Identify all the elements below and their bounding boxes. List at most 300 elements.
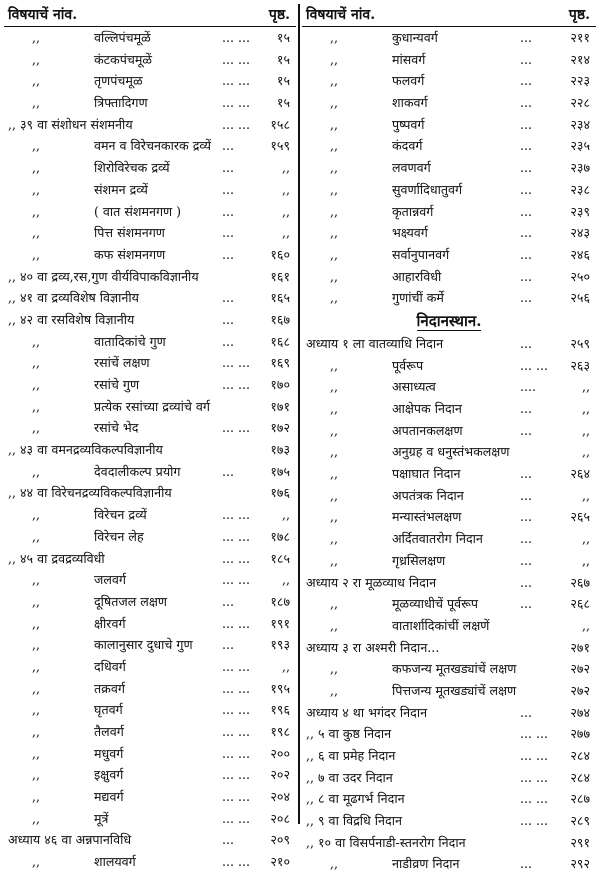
entry-title: कंटकपंचमूळें bbox=[94, 51, 152, 67]
entry-title: इक्षुवर्ग bbox=[94, 767, 124, 783]
page-number: २७७ bbox=[570, 726, 590, 742]
leader-dots: ... ... bbox=[520, 791, 549, 807]
ditto-mark: ,, bbox=[32, 420, 41, 436]
entry-title: शिरोविरेचक द्रव्यें bbox=[94, 160, 170, 176]
toc-entry bbox=[4, 331, 296, 353]
page-number: १८७ bbox=[270, 593, 290, 609]
entry-title: प्रत्येक रसांच्या द्रव्यांचे वर्ग bbox=[94, 398, 210, 414]
ditto-mark: ,, bbox=[32, 767, 41, 783]
toc-entry bbox=[302, 506, 596, 528]
entry-context: ,, ६ वा प्रमेह निदान bbox=[306, 748, 396, 763]
entry-title: अपतंत्रक निदान bbox=[392, 487, 464, 503]
entry-title: आक्षेपक निदान bbox=[392, 401, 462, 416]
ditto-mark: ,, bbox=[32, 138, 41, 154]
page-number: २७४ bbox=[570, 704, 590, 720]
page-number: २६८ bbox=[570, 596, 590, 612]
toc-entry bbox=[302, 810, 596, 832]
ditto-mark: ,, bbox=[330, 51, 339, 67]
leader-dots: ... bbox=[222, 463, 235, 479]
toc-entry bbox=[302, 135, 596, 157]
leader-dots: ... bbox=[520, 268, 533, 284]
toc-entry bbox=[4, 374, 296, 396]
ditto-mark: ,, bbox=[330, 73, 339, 89]
page-number: २३८ bbox=[570, 181, 590, 197]
entry-title: मधुवर्ग bbox=[94, 745, 124, 761]
toc-entry bbox=[4, 808, 296, 830]
page-number: २७२ bbox=[570, 661, 590, 677]
ditto-mark: ,, bbox=[330, 203, 339, 219]
page-number: १६१ bbox=[270, 268, 290, 284]
page-number: १७५ bbox=[270, 463, 290, 479]
leader-dots: .... bbox=[520, 379, 537, 395]
page-number: २४३ bbox=[570, 225, 590, 241]
leader-dots: ... ... bbox=[222, 789, 251, 805]
toc-entry bbox=[302, 222, 596, 244]
toc-entry bbox=[302, 70, 596, 92]
ditto-mark: ,, bbox=[32, 810, 41, 826]
ditto-mark: ,, bbox=[32, 528, 41, 544]
right-column-header bbox=[302, 0, 596, 27]
ditto-mark: ,, bbox=[330, 379, 339, 395]
entry-title: फलवर्ग bbox=[392, 73, 425, 89]
toc-entry bbox=[302, 745, 596, 767]
page-number: १६८ bbox=[270, 333, 290, 349]
section-heading bbox=[302, 309, 596, 333]
page-number: २९२ bbox=[570, 856, 590, 872]
leader-dots: ... bbox=[222, 593, 235, 609]
leader-dots: ... bbox=[520, 246, 533, 262]
leader-dots: ... ... bbox=[222, 355, 251, 371]
toc-entry bbox=[4, 721, 296, 743]
ditto-mark: ,, bbox=[330, 466, 339, 482]
leader-dots: ... ... bbox=[520, 357, 549, 373]
leader-dots: ... bbox=[520, 160, 533, 176]
ditto-mark: ,, bbox=[32, 95, 41, 111]
left-column-header bbox=[4, 0, 296, 27]
ditto-mark: ,, bbox=[32, 355, 41, 371]
toc-entry bbox=[4, 634, 296, 656]
page-number: २८९ bbox=[570, 813, 590, 829]
entry-context: ,, ५ वा कुष्ठ निदान bbox=[306, 726, 392, 742]
leader-dots: ... bbox=[222, 246, 235, 262]
leader-dots: ... bbox=[520, 466, 533, 482]
leader-dots: ... bbox=[520, 225, 533, 241]
toc-entry bbox=[302, 333, 596, 355]
leader-dots: ... bbox=[520, 116, 533, 132]
toc-entry bbox=[302, 658, 596, 680]
toc-entry bbox=[302, 92, 596, 114]
toc-entry bbox=[4, 829, 296, 851]
toc-entry bbox=[302, 723, 596, 745]
ditto-mark: ,, bbox=[330, 422, 339, 438]
toc-entry bbox=[302, 441, 596, 463]
leader-dots: ... ... bbox=[222, 702, 251, 718]
entry-title: गुणांचीं कर्मे bbox=[392, 290, 444, 306]
entry-title: पुष्पवर्ग bbox=[392, 116, 425, 132]
ditto-mark: ,, bbox=[32, 724, 41, 739]
entry-title: अपतानकलक्षण bbox=[392, 422, 463, 438]
leader-dots: ... bbox=[520, 704, 533, 720]
ditto-mark: ,, bbox=[330, 682, 339, 698]
page-number: ,, bbox=[281, 658, 290, 674]
right-entry-list-upper bbox=[302, 27, 596, 309]
entry-context: ,, ४२ वा रसविशेष विज्ञानीय bbox=[8, 311, 135, 327]
leader-dots: ... ... bbox=[222, 854, 251, 870]
entry-title: दूषितजल लक्षण bbox=[94, 593, 167, 609]
entry-title: रसांचे भेद bbox=[94, 420, 139, 436]
leader-dots: ... bbox=[222, 203, 235, 219]
ditto-mark: ,, bbox=[330, 856, 339, 872]
toc-entry bbox=[302, 27, 596, 49]
leader-dots: ... ... bbox=[222, 507, 251, 523]
toc-entry bbox=[4, 656, 296, 678]
entry-title: कालानुसार दुधाचे गुण bbox=[94, 637, 193, 653]
entry-context: ,, ४१ वा द्रव्यविशेष विज्ञानीय bbox=[8, 290, 139, 306]
entry-title: कंदवर्ग bbox=[392, 138, 423, 154]
page-number: ,, bbox=[581, 379, 590, 395]
ditto-mark: ,, bbox=[32, 507, 41, 523]
leader-dots: ... bbox=[520, 51, 533, 67]
leader-dots: ... bbox=[520, 401, 533, 416]
page-number: १५ bbox=[276, 95, 290, 111]
right-entry-list-lower bbox=[302, 333, 596, 875]
ditto-mark: ,, bbox=[32, 246, 41, 262]
entry-context: ,, ४४ वा विरेचनद्रव्यविकल्पविज्ञानीय bbox=[8, 485, 172, 501]
page-number: २६५ bbox=[570, 509, 590, 525]
page-number: १९६ bbox=[270, 702, 290, 718]
entry-context: ,, ४० वा द्रव्य,रस,गुण वीर्यविपाकविज्ञानीय bbox=[8, 268, 199, 284]
page-number: २३४ bbox=[570, 116, 590, 132]
toc-entry bbox=[4, 27, 296, 49]
leader-dots: ... bbox=[222, 225, 235, 241]
leader-dots: ... ... bbox=[222, 30, 251, 45]
entry-title: वातार्शादिकांचीं लक्षणें bbox=[392, 617, 490, 633]
toc-entry bbox=[302, 157, 596, 179]
page-number: २०४ bbox=[270, 789, 290, 805]
right-page-heading: पृष्ठ. bbox=[568, 7, 590, 23]
entry-title: शालयवर्ग bbox=[94, 854, 136, 870]
page-number: २३५ bbox=[570, 138, 590, 154]
ditto-mark: ,, bbox=[330, 138, 339, 154]
toc-entry bbox=[4, 851, 296, 873]
page-number: २०८ bbox=[270, 810, 290, 826]
page-number: २१४ bbox=[570, 51, 590, 67]
entry-title: जलवर्ग bbox=[94, 572, 126, 588]
toc-entry bbox=[302, 376, 596, 398]
toc-entry bbox=[4, 114, 296, 136]
leader-dots: ... bbox=[520, 30, 533, 45]
toc-entry bbox=[4, 287, 296, 309]
ditto-mark: ,, bbox=[32, 225, 41, 241]
ditto-mark: ,, bbox=[330, 160, 339, 176]
page-number: १७३ bbox=[270, 442, 290, 458]
leader-dots: ... bbox=[520, 531, 533, 547]
toc-entry bbox=[302, 680, 596, 702]
entry-title: विरेचन लेह bbox=[94, 528, 144, 544]
toc-entry bbox=[302, 179, 596, 201]
entry-context: ,, ३९ वा संशोधन संशमनीय bbox=[8, 116, 133, 132]
page-number: ,, bbox=[281, 160, 290, 176]
page-number: १६५ bbox=[270, 290, 290, 306]
toc-entry bbox=[302, 637, 596, 659]
entry-context: ,, ९ वा विद्रधि निदान bbox=[306, 813, 402, 829]
toc-entry bbox=[302, 244, 596, 266]
page-number: ,, bbox=[281, 203, 290, 219]
entry-title: त्रिफ्तादिगण bbox=[94, 95, 148, 111]
leader-dots: ... bbox=[222, 637, 235, 653]
ditto-mark: ,, bbox=[330, 225, 339, 241]
ditto-mark: ,, bbox=[32, 572, 41, 588]
toc-entry bbox=[302, 463, 596, 485]
page-number: ,, bbox=[281, 181, 290, 197]
entry-title: पित्त संशमनगण bbox=[94, 225, 165, 241]
toc-entry bbox=[302, 767, 596, 789]
entry-title: तक्रवर्ग bbox=[94, 680, 125, 696]
ditto-mark: ,, bbox=[32, 73, 41, 89]
entry-title: सुवर्णादिधातुवर्ग bbox=[392, 181, 463, 197]
entry-title: विरेचन द्रव्यें bbox=[94, 507, 147, 523]
leader-dots: ... bbox=[520, 552, 533, 568]
leader-dots: ... ... bbox=[520, 813, 549, 829]
entry-title: कुधान्यवर्ग bbox=[392, 30, 438, 45]
ditto-mark: ,, bbox=[330, 531, 339, 547]
ditto-mark: ,, bbox=[32, 160, 41, 176]
entry-title: कफजन्य मूतखड्यांचें लक्षण bbox=[392, 661, 517, 677]
entry-title: असाध्यत्व bbox=[392, 379, 436, 395]
leader-dots: ... bbox=[520, 856, 533, 872]
toc-entry bbox=[4, 548, 296, 570]
leader-dots: ... ... bbox=[520, 769, 549, 785]
page-number: १८५ bbox=[270, 550, 290, 566]
toc-entry bbox=[302, 49, 596, 71]
ditto-mark: ,, bbox=[32, 333, 41, 349]
entry-title: लवणवर्ग bbox=[392, 160, 431, 176]
leader-dots: ... ... bbox=[222, 550, 251, 566]
leader-dots: ... bbox=[222, 290, 235, 306]
leader-dots: ... ... bbox=[222, 810, 251, 826]
leader-dots: ... ... bbox=[222, 420, 251, 436]
toc-entry bbox=[4, 786, 296, 808]
entry-title: मांसवर्ग bbox=[392, 51, 426, 67]
leader-dots: ... ... bbox=[222, 572, 251, 588]
page-number: १७० bbox=[270, 377, 290, 392]
toc-entry bbox=[302, 287, 596, 309]
toc-entry bbox=[4, 157, 296, 179]
toc-entry bbox=[4, 743, 296, 765]
page-number: २६३ bbox=[570, 357, 590, 373]
leader-dots: ... bbox=[222, 832, 235, 848]
left-page-heading: पृष्ठ. bbox=[268, 7, 290, 23]
toc-entry bbox=[4, 461, 296, 483]
entry-title: वातादिकांचे गुण bbox=[94, 333, 166, 349]
toc-entry bbox=[4, 70, 296, 92]
page-number: २६७ bbox=[570, 574, 590, 590]
entry-title: पक्षाघात निदान bbox=[392, 466, 461, 482]
toc-entry bbox=[302, 788, 596, 810]
toc-entry bbox=[4, 244, 296, 266]
section-heading-text: निदानस्थान. bbox=[416, 311, 482, 330]
toc-entry bbox=[4, 504, 296, 526]
entry-title: रसांचें लक्षण bbox=[94, 355, 150, 371]
page-number: २५९ bbox=[570, 335, 590, 351]
entry-title: संशमन द्रव्यें bbox=[94, 181, 148, 197]
ditto-mark: ,, bbox=[330, 246, 339, 262]
ditto-mark: ,, bbox=[32, 658, 41, 674]
page-number: १५ bbox=[276, 73, 290, 89]
toc-entry bbox=[4, 266, 296, 288]
page-number: २७१ bbox=[570, 639, 590, 655]
toc-entry bbox=[4, 569, 296, 591]
toc-entry bbox=[4, 396, 296, 418]
left-column bbox=[4, 0, 296, 870]
entry-context: अध्याय २ रा मूळव्याध निदान bbox=[306, 574, 437, 590]
leader-dots: ... bbox=[520, 335, 533, 351]
entry-title: अनुग्रह व धनुस्तंभकलक्षण bbox=[392, 444, 510, 460]
ditto-mark: ,, bbox=[330, 596, 339, 612]
toc-entry bbox=[302, 355, 596, 377]
entry-title: तैलवर्ग bbox=[94, 724, 124, 739]
page-number: २०९ bbox=[270, 832, 290, 848]
page-number: ,, bbox=[581, 552, 590, 568]
leader-dots: ... bbox=[222, 181, 235, 197]
toc-entry bbox=[4, 92, 296, 114]
page-number: २२३ bbox=[570, 73, 590, 89]
entry-title: भक्ष्यवर्ग bbox=[392, 225, 428, 241]
page-number: १५ bbox=[276, 30, 290, 45]
entry-title: घृतवर्ग bbox=[94, 702, 123, 718]
leader-dots: ... bbox=[520, 73, 533, 89]
ditto-mark: ,, bbox=[32, 377, 41, 392]
page-number: ,, bbox=[581, 444, 590, 460]
toc-entry bbox=[302, 266, 596, 288]
toc-entry bbox=[4, 699, 296, 721]
page-number: १५ bbox=[276, 51, 290, 67]
page-number: १९१ bbox=[270, 615, 290, 631]
entry-title: कफ संशमनगण bbox=[94, 246, 166, 262]
page-number: २१० bbox=[270, 854, 290, 870]
ditto-mark: ,, bbox=[330, 444, 339, 460]
ditto-mark: ,, bbox=[330, 357, 339, 373]
ditto-mark: ,, bbox=[32, 745, 41, 761]
page-number: २३७ bbox=[570, 160, 590, 176]
ditto-mark: ,, bbox=[32, 615, 41, 631]
leader-dots: ... bbox=[222, 138, 235, 154]
page-number: १७८ bbox=[270, 528, 290, 544]
page-number: २०२ bbox=[270, 767, 290, 783]
leader-dots: ... ... bbox=[222, 377, 251, 392]
ditto-mark: ,, bbox=[330, 509, 339, 525]
left-entry-list bbox=[4, 27, 296, 873]
page-number: १६७ bbox=[270, 311, 290, 327]
entry-title: रसांचे गुण bbox=[94, 377, 140, 392]
page-number: १७१ bbox=[270, 398, 290, 414]
ditto-mark: ,, bbox=[330, 487, 339, 503]
leader-dots: ... bbox=[222, 160, 235, 176]
leader-dots: ... ... bbox=[222, 73, 251, 89]
leader-dots: ... ... bbox=[222, 745, 251, 761]
ditto-mark: ,, bbox=[330, 116, 339, 132]
page-number: १७२ bbox=[270, 420, 290, 436]
page-number: १६० bbox=[270, 246, 290, 262]
ditto-mark: ,, bbox=[32, 51, 41, 67]
ditto-mark: ,, bbox=[32, 203, 41, 219]
entry-title: वल्लिपंचमूळें bbox=[94, 30, 151, 45]
ditto-mark: ,, bbox=[330, 401, 339, 416]
entry-title: कृतान्नवर्ग bbox=[392, 203, 434, 219]
leader-dots: ... bbox=[520, 138, 533, 154]
entry-context: अध्याय १ ला वातव्याधि निदान bbox=[306, 335, 444, 351]
leader-dots: ... bbox=[520, 422, 533, 438]
toc-entry bbox=[302, 114, 596, 136]
entry-title: मद्यवर्ग bbox=[94, 789, 124, 805]
toc-entry bbox=[4, 309, 296, 331]
ditto-mark: ,, bbox=[330, 661, 339, 677]
entry-title: शाकवर्ग bbox=[392, 95, 428, 111]
toc-entry bbox=[302, 398, 596, 420]
leader-dots: ... ... bbox=[222, 116, 251, 132]
ditto-mark: ,, bbox=[32, 593, 41, 609]
ditto-mark: ,, bbox=[32, 181, 41, 197]
leader-dots: ... ... bbox=[222, 767, 251, 783]
leader-dots: ... bbox=[520, 596, 533, 612]
page-number: १५८ bbox=[270, 116, 290, 132]
ditto-mark: ,, bbox=[32, 702, 41, 718]
toc-entry bbox=[4, 764, 296, 786]
entry-context: अध्याय ३ रा अश्मरी निदान... bbox=[306, 639, 440, 655]
page-number: २०० bbox=[270, 745, 290, 761]
entry-context: ,, ४३ वा वमनद्रव्यविकल्पविज्ञानीय bbox=[8, 442, 163, 458]
leader-dots: ... bbox=[222, 333, 235, 349]
toc-entry bbox=[4, 482, 296, 504]
ditto-mark: ,, bbox=[330, 552, 339, 568]
toc-entry bbox=[302, 615, 596, 637]
page-number: २६४ bbox=[570, 466, 590, 482]
entry-context: अध्याय ४ था भगंदर निदान bbox=[306, 704, 428, 720]
ditto-mark: ,, bbox=[32, 398, 41, 414]
page-number: १९३ bbox=[270, 637, 290, 653]
ditto-mark: ,, bbox=[32, 30, 41, 45]
entry-title: दधिवर्ग bbox=[94, 658, 126, 674]
leader-dots: ... bbox=[222, 311, 235, 327]
page-number: २३९ bbox=[570, 203, 590, 219]
leader-dots: ... ... bbox=[520, 748, 549, 763]
page-number: २९१ bbox=[570, 834, 590, 850]
leader-dots: ... bbox=[520, 203, 533, 219]
entry-title: देवदालीकल्प प्रयोग bbox=[94, 463, 181, 479]
leader-dots: ... ... bbox=[520, 726, 549, 742]
page-number: १९८ bbox=[270, 724, 290, 739]
leader-dots: ... ... bbox=[222, 658, 251, 674]
right-subject-heading: विषयाचें नांव. bbox=[306, 7, 376, 23]
page-number: २८४ bbox=[570, 748, 590, 763]
left-subject-heading: विषयाचें नांव. bbox=[8, 7, 78, 23]
leader-dots: ... ... bbox=[222, 724, 251, 739]
right-column bbox=[302, 0, 596, 872]
entry-context: ,, ७ वा उदर निदान bbox=[306, 769, 393, 785]
entry-title: नाडीव्रण निदान bbox=[392, 856, 460, 872]
entry-context: ,, ४५ वा द्रवद्रव्यविधी bbox=[8, 550, 105, 566]
toc-entry bbox=[302, 572, 596, 594]
ditto-mark: ,, bbox=[330, 268, 339, 284]
ditto-mark: ,, bbox=[32, 463, 41, 479]
leader-dots: ... ... bbox=[222, 615, 251, 631]
toc-entry bbox=[4, 591, 296, 613]
toc-entry bbox=[4, 179, 296, 201]
entry-title: क्षीरवर्ग bbox=[94, 615, 126, 631]
ditto-mark: ,, bbox=[330, 30, 339, 45]
page-number: २४६ bbox=[570, 246, 590, 262]
entry-context: अध्याय ४६ वा अन्नपानविधि bbox=[8, 832, 132, 848]
